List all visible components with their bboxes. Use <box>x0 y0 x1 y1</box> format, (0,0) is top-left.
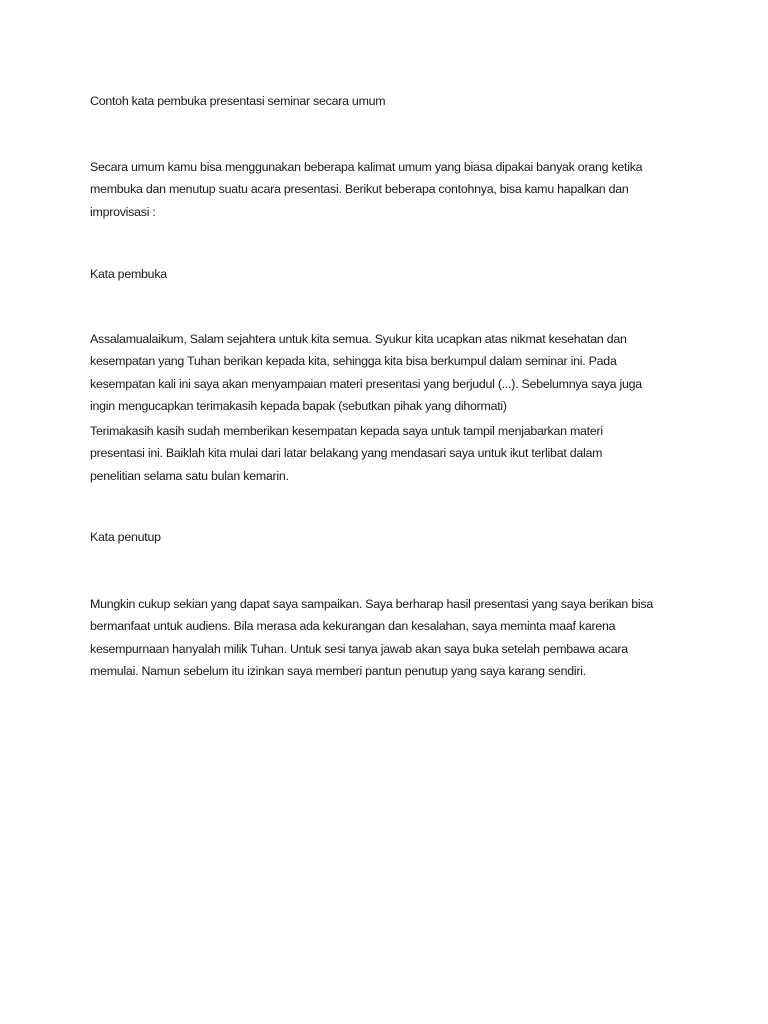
intro-paragraph <box>90 156 710 223</box>
title-text: Contoh kata pembuka presentasi seminar secara umum <box>90 94 386 108</box>
heading-closing <box>90 526 710 548</box>
text-line: Terimakasih kasih sudah memberikan kesempatan kepada saya untuk tampil menjabarkan materi <box>90 424 603 438</box>
text-line: improvisasi : <box>90 204 156 219</box>
closing-paragraph <box>90 593 710 682</box>
text-line: memulai. Namun sebelum itu izinkan saya memberi pantun penutup yang saya karang sendiri. <box>90 663 586 678</box>
document-title <box>90 90 710 112</box>
text-line: penelitian selama satu bulan kemarin. <box>90 468 289 483</box>
text-line: ingin mengucapkan terimakasih kepada bapak (sebutkan pihak yang dihormati) <box>90 398 507 413</box>
heading-text: Kata penutup <box>90 530 161 544</box>
text-line: Assalamualaikum, Salam sejahtera untuk kita semua. Syukur kita ucapkan atas nikmat kesehatan dan <box>90 332 627 346</box>
opening-paragraph-1 <box>90 328 710 417</box>
heading-opening <box>90 263 710 285</box>
text-line: Mungkin cukup sekian yang dapat saya sampaikan. Saya berharap hasil presentasi yang saya berikan bisa <box>90 597 653 611</box>
opening-paragraph-2 <box>90 420 710 487</box>
heading-text: Kata pembuka <box>90 267 167 281</box>
text-line: kesempatan yang Tuhan berikan kepada kita, sehingga kita bisa berkumpul dalam seminar ini. Pada <box>90 354 617 369</box>
text-line: Secara umum kamu bisa menggunakan beberapa kalimat umum yang biasa dipakai banyak orang ketika <box>90 160 643 174</box>
text-line: kesempurnaan hanyalah milik Tuhan. Untuk sesi tanya jawab akan saya buka setelah pembawa acara <box>90 641 628 656</box>
text-line: membuka dan menutup suatu acara presentasi. Berikut beberapa contohnya, bisa kamu hapalkan dan <box>90 182 629 197</box>
text-line: kesempatan kali ini saya akan menyampaian materi presentasi yang berjudul (...). Sebelumnya saya juga <box>90 376 642 391</box>
text-line: presentasi ini. Baiklah kita mulai dari latar belakang yang mendasari saya untuk ikut terlibat dalam <box>90 446 603 461</box>
text-line: bermanfaat untuk audiens. Bila merasa ada kekurangan dan kesalahan, saya meminta maaf karena <box>90 619 616 634</box>
